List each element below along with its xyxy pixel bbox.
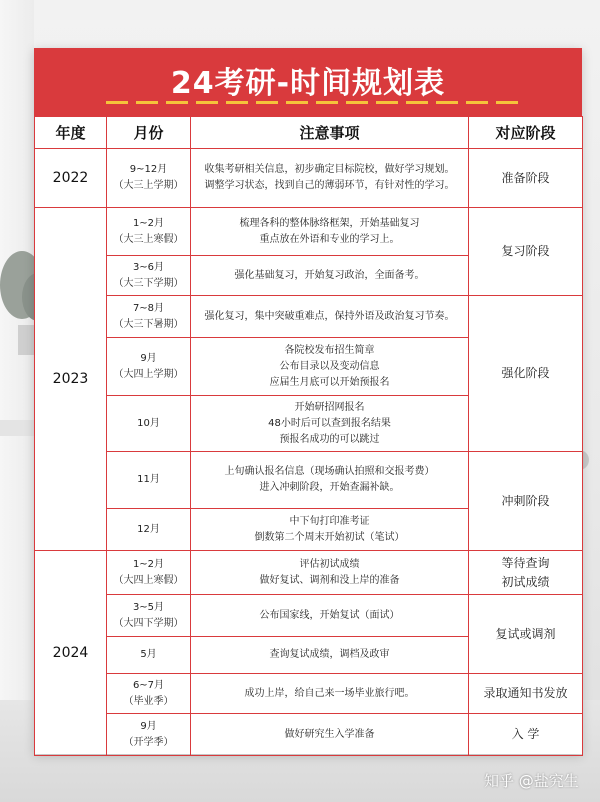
planning-sheet [34,48,582,754]
note-text: 各院校发布招生简章 [284,344,375,356]
month-cell [107,452,191,509]
decor-dash [196,101,218,104]
month-cell [107,595,191,637]
decor-dash [256,101,278,104]
month-cell [107,674,191,714]
header-note: 注意事项 [191,117,469,149]
stage-cell: 冲刺阶段 [469,452,583,551]
month-text: 3~6月 [132,261,165,273]
month-cell [107,551,191,595]
month-cell [107,338,191,396]
year-cell: 2023 [35,208,107,551]
note-text: 公布国家线，开始复试（面试） [259,609,400,621]
note-text: 强化基础复习，开始复习政治，全面备考。 [234,269,425,281]
month-text: （大四下学期） [113,617,184,629]
stage-cell: 复试或调剂 [469,595,583,674]
note-text: 预报名成功的可以跳过 [279,433,380,445]
decor-dash [496,101,518,104]
decor-dash [406,101,428,104]
month-text: 1~2月 [132,558,165,570]
month-text: 11月 [137,474,160,485]
month-cell [107,296,191,338]
decor-dash [376,101,398,104]
month-cell [107,637,191,674]
decor-dash [436,101,458,104]
month-text: （毕业季） [123,695,174,707]
note-text: 调整学习状态，找到自己的薄弱环节，有针对性的学习。 [204,180,455,191]
note-cell [191,551,469,595]
note-text: 做好复试、调剂和没上岸的准备 [259,574,400,586]
stage-cell: 录取通知书发放 [469,674,583,714]
month-text: 9~12月 [129,164,168,175]
month-text: 10月 [137,417,160,429]
note-text: 48小时后可以查到报名结果 [268,417,391,429]
note-text: 应届生月底可以开始预报名 [269,376,390,388]
note-cell [191,637,469,674]
month-text: 12月 [137,523,160,535]
month-cell [107,149,191,208]
stage-cell: 准备阶段 [469,149,583,208]
month-text: 5月 [140,649,157,660]
stage-cell: 复习阶段 [469,208,583,296]
stage-cell [469,551,583,595]
note-cell [191,452,469,509]
month-text: 1~2月 [132,217,165,229]
title-banner [34,48,582,116]
month-text: 9月 [140,720,157,732]
note-cell [191,674,469,714]
year-cell: 2024 [35,551,107,756]
table-row [35,674,583,714]
month-text: （大四上寒假） [113,574,184,586]
month-text: （大四上学期） [113,368,184,380]
note-text: 做好研究生入学准备 [284,728,375,740]
note-text: 评估初试成绩 [299,558,360,570]
note-text: 梳理各科的整体脉络框架，开始基础复习 [239,217,420,229]
stage-cell: 入 学 [469,714,583,756]
month-cell [107,714,191,756]
decor-dash [226,101,248,104]
table-row [35,208,583,256]
header-stage: 对应阶段 [469,117,583,149]
table-row [35,714,583,756]
decor-dash [106,101,128,104]
month-cell [107,256,191,296]
decor-dash [166,101,188,104]
month-text: （大三下学期） [113,277,184,289]
note-text: 重点放在外语和专业的学习上。 [259,233,400,245]
table-header-row [35,117,583,149]
stage-text: 初试成绩 [501,574,550,589]
decor-dash [346,101,368,104]
month-text: 3~5月 [132,601,165,613]
table-row [35,551,583,595]
schedule-table [34,116,583,756]
decor-dash [316,101,338,104]
month-cell [107,396,191,452]
table-row [35,149,583,208]
background-wall [0,0,34,802]
note-text: 进入冲刺阶段，开始查漏补缺。 [259,482,400,493]
note-text: 强化复习，集中突破重难点，保持外语及政治复习节奏。 [204,310,455,322]
month-cell [107,509,191,551]
note-cell [191,208,469,256]
table-row [35,296,583,338]
note-text: 公布目录以及变动信息 [279,360,380,372]
month-text: （大三下暑期） [113,318,184,330]
note-text: 收集考研相关信息，初步确定目标院校，做好学习规划。 [204,164,455,175]
table-row [35,595,583,637]
note-text: 成功上岸，给自己来一场毕业旅行吧。 [244,687,415,699]
watermark: 知乎 @盐究生 [484,772,579,790]
month-text: （大三上学期） [113,180,184,191]
year-cell: 2022 [35,149,107,208]
month-cell [107,208,191,256]
note-cell [191,338,469,396]
month-text: 7~8月 [132,302,165,314]
note-cell [191,509,469,551]
page-title: 24考研-时间规划表 [170,66,446,101]
note-text: 开始研招网报名 [294,401,365,413]
note-text: 上旬确认报名信息（现场确认拍照和交报考费） [224,466,435,477]
header-month: 月份 [107,117,191,149]
stage-text: 等待查询 [501,555,550,570]
decor-dash [286,101,308,104]
decor-dash [466,101,488,104]
month-text: （大三上寒假） [113,233,184,245]
note-text: 中下旬打印准考证 [289,515,370,527]
note-text: 查询复试成绩，调档及政审 [269,649,390,660]
header-year: 年度 [35,117,107,149]
decor-dash [136,101,158,104]
table-row [35,452,583,509]
stage-cell: 强化阶段 [469,296,583,452]
month-text: （开学季） [123,736,174,748]
note-cell [191,714,469,756]
month-text: 6~7月 [132,679,165,691]
note-cell [191,396,469,452]
note-cell [191,296,469,338]
note-cell [191,595,469,637]
note-cell [191,256,469,296]
month-text: 9月 [140,352,157,364]
note-text: 倒数第二个周末开始初试（笔试） [254,531,405,543]
note-cell [191,149,469,208]
